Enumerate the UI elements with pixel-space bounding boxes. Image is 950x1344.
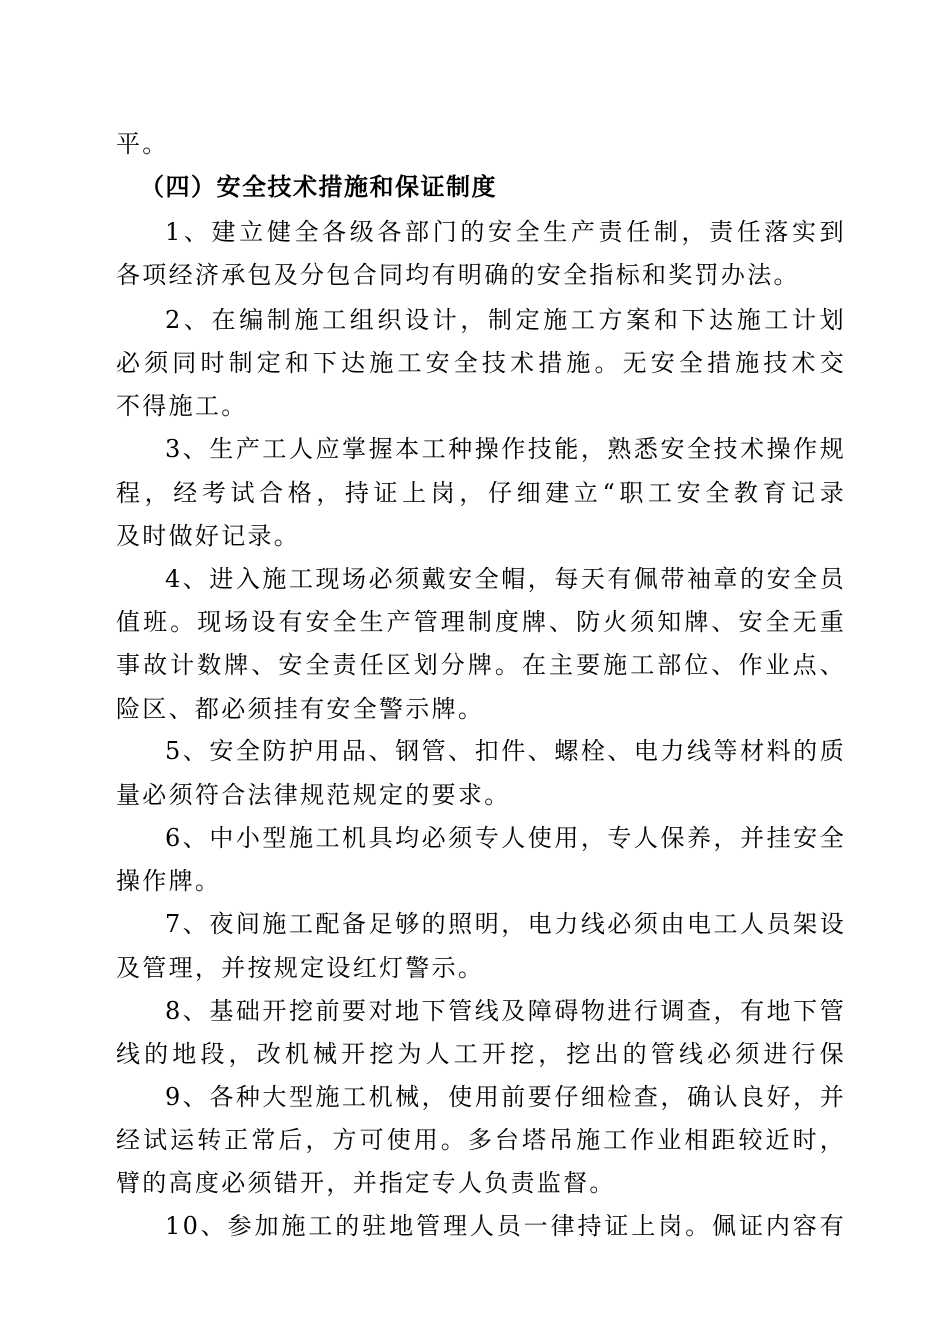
text-line: 4、进入施工现场必须戴安全帽，每天有佩带袖章的安全员: [165, 565, 846, 593]
text-line: 值班。现场设有安全生产管理制度牌、防火须知牌、安全无重: [116, 608, 846, 636]
text-line: 9、各种大型施工机械，使用前要仔细检查，确认良好，并: [165, 1083, 846, 1111]
text-line: 各项经济承包及分包合同均有明确的安全指标和奖罚办法。: [116, 261, 800, 289]
text-line: 不得施工。: [116, 392, 248, 420]
section-heading: （四）安全技术措施和保证制度: [140, 173, 497, 201]
text-line: 3、生产工人应掌握本工种操作技能，熟悉安全技术操作规: [165, 435, 846, 463]
text-line: 量必须符合法律规范规定的要求。: [116, 781, 511, 809]
text-line: 5、安全防护用品、钢管、扣件、螺栓、电力线等材料的质: [165, 737, 846, 765]
text-line: 必须同时制定和下达施工安全技术措施。无安全措施技术交: [116, 349, 846, 377]
text-line: 10、参加施工的驻地管理人员一律持证上岗。佩证内容有: [165, 1212, 846, 1240]
text-line: 平。: [116, 130, 169, 158]
text-line: 险区、都必须挂有安全警示牌。: [116, 695, 485, 723]
text-line: 操作牌。: [116, 867, 222, 895]
text-line: 2、在编制施工组织设计，制定施工方案和下达施工计划: [165, 306, 846, 334]
text-line: 及管理，并按规定设红灯警示。: [116, 954, 485, 982]
text-line: 及时做好记录。: [116, 522, 301, 550]
text-line: 6、中小型施工机具均必须专人使用，专人保养，并挂安全: [165, 824, 846, 852]
text-line: 事故计数牌、安全责任区划分牌。在主要施工部位、作业点、: [116, 651, 846, 679]
text-line: 经试运转正常后，方可使用。多台塔吊施工作业相距较近时，: [116, 1126, 846, 1154]
text-line: 7、夜间施工配备足够的照明，电力线必须由电工人员架设: [165, 910, 846, 938]
text-line: 8、基础开挖前要对地下管线及障碍物进行调查，有地下管: [165, 997, 846, 1025]
text-line: 线的地段，改机械开挖为人工开挖，挖出的管线必须进行保: [116, 1040, 846, 1068]
text-line: 程，经考试合格，持证上岗，仔细建立“职工安全教育记录: [116, 479, 846, 507]
text-line: 1、建立健全各级各部门的安全生产责任制，责任落实到: [165, 218, 846, 246]
text-line: 臂的高度必须错开，并指定专人负责监督。: [116, 1169, 616, 1197]
